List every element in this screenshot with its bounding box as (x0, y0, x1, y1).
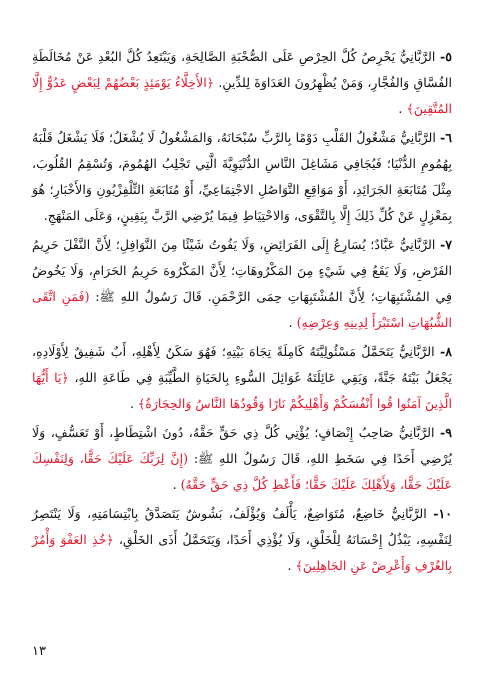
quran-quote: ﴿الأَخِلَّاءُ يَوْمَئِذٍ بَعْضُهُمْ لِبَعْضٍ عَدُوٌّ إِلَّا المُتَّقِينَ﴾ (32, 75, 452, 116)
paragraph-tail: . (129, 396, 138, 411)
paragraph-number: ٦- (440, 130, 452, 145)
paragraph-text: الرَّبَّانِيُّ خَاضِعٌ، مُتَوَاضِعٌ، يَأْلَفُ وَيُؤْلَفُ، بَشُوشٌ يَتَصَدَّقُ بِابْتِسَامَتِهِ، وَلَا يَنْتَصِرُ لِنَفْسِهِ، يَبْذُلُ إِحْسَانَهُ لِلْخَلْقِ، وَلَا يُؤْذِي أَحَدًا، وَيَتَحَمَّلُ أَذَى الخَلْقِ، (32, 506, 452, 547)
paragraph-tail: . (287, 558, 296, 573)
paragraph-tail: . (288, 315, 297, 330)
paragraph-tail: . (172, 477, 181, 492)
paragraph-number: ٥- (440, 49, 452, 64)
hadith-quote: (إِنَّ لِرَبِّكَ عَلَيْكَ حَقًّا، وَلِنَفْسِكَ عَلَيْكَ حَقًّا، وَلِأَهْلِكَ عَلَيْكَ حَقًّا؛ فَأَعْطِ كُلَّ ذِي حَقٍّ حَقَّهُ) (32, 451, 452, 492)
paragraph-text: الرَّبَّانِيُّ يَتَحَمَّلُ مَسْئُولِيَّتَهُ كَامِلَةً تِجَاهَ بَيْتِهِ؛ فَهُوَ سَكَنٌ لِأَهْلِهِ، أَبٌ شَفِيقٌ لِأَوْلَادِهِ، يَجْعَلُ بَيْتَهُ جَنَّةً، وَيَقِي عَائِلَتَهُ غَوَائِلَ السُّوءِ بِالحَيَاةِ الطَّيِّبَةِ فِي طَاعَةِ اللهِ، (32, 344, 452, 385)
paragraph-text: الرَّبَّانِيُّ يَحْرِصُ كُلَّ الحِرْصِ عَلَى الصُّحْبَةِ الصَّالِحَةِ، وَيَبْتَعِدُ كُلَّ البُعْدِ عَنْ مُخَالَطَةِ الفُسَّاقِ وَالفُجَّارِ، وَمَنْ يُظْهِرُونَ العَدَاوَةَ لِلدِّينِ. (32, 49, 452, 90)
paragraph-text: الرَّبَّانِيُّ صَاحِبُ إِنْصَافٍ؛ يُؤْتِي كُلَّ ذِي حَقٍّ حَقَّهُ، دُونَ اشْتِطَاطٍ، أَوْ تَعَسُّفٍ، وَلَا يُرْضِي أَحَدًا فِي سَخَطِ اللهِ، قَالَ رَسُولُ اللهِ ﷺ: (32, 425, 452, 466)
paragraph-number: ١٠- (433, 506, 452, 521)
paragraph-5 (32, 44, 452, 122)
quran-quote: ﴿خُذِ العَفْوَ وَأْمُرْ بِالعُرْفِ وَأَعْرِضْ عَنِ الجَاهِلِينَ﴾ (32, 532, 452, 573)
paragraph-6 (32, 125, 452, 229)
paragraph-10 (32, 501, 452, 579)
paragraph-7 (32, 232, 452, 336)
paragraph-number: ٩- (440, 425, 452, 440)
paragraph-number: ٧- (440, 237, 452, 252)
paragraph-9 (32, 420, 452, 498)
paragraph-text: الرَّبَّانِيُّ مَشْغُولُ القَلْبِ دَوْمًا بِالرَّبِّ سُبْحَانَهُ، وَالمَشْغُولُ لَا يُشْغَلُ؛ فَلَا يَشْغَلُ قَلْبَهُ بِهُمُومِ الدُّنْيَا؛ فَيُجَافِي مَشَاغِلَ النَّاسِ الدُّنْيَوِيَّةَ الَّتِي تَجْلِبُ الهُمُومَ، وَتُسْقِمُ القُلُوبَ، مِثْلَ مُتَابَعَةِ الجَرَائِدِ، أَوْ مَوَاقِعِ التَّوَاصُلِ الاجْتِمَاعِيِّ، أَوْ مُتَابَعَةِ التِّلْفِزْيُونِ وَالأَخْبَارِ؛ هُوَ بِمَعْزِلٍ عَنْ كُلِّ ذَلِكَ إِلَّا بِالتَّقْوَى، وَالاحْتِيَاطِ فِيمَا يُرْضِي الرَّبَّ بِيَقِينٍ، وَعَلَى المَنْهَجِ. (32, 130, 452, 223)
paragraph-tail: . (398, 101, 407, 116)
quran-quote: ﴿يَا أَيُّهَا الَّذِينَ آمَنُوا قُوا أَنْفُسَكُمْ وَأَهْلِيكُمْ نَارًا وَقُودُهَا النَّاسُ وَالحِجَارَةُ﴾ (32, 370, 452, 411)
document-body (32, 44, 452, 582)
hadith-quote: (فَمَنِ اتَّقَى الشُّبُهَاتِ اسْتَبْرَأَ لِدِينِهِ وَعِرْضِهِ) (32, 289, 452, 330)
paragraph-number: ٨- (439, 344, 452, 359)
paragraph-8 (32, 339, 452, 417)
paragraph-text: الرَّبَّانِيُّ عَبَّادٌ؛ يُسَارِعُ إِلَى الفَرَائِضِ، وَلَا يَفُوتُ شَيْئًا مِنَ النَّوَافِلِ؛ لِأَنَّ النَّفْلَ حَرِيمُ الفَرْضِ، وَلَا يَقَعُ فِي شَيْءٍ مِنَ المَكْرُوهَاتِ؛ لِأَنَّ المَكْرُوهَ حَرِيمُ الحَرَامِ، وَلَا يَخُوضُ فِي المُشْتَبِهَاتِ؛ لِأَنَّ المُشْتَبِهَاتِ حِمَى الرَّحْمَنِ. قَالَ رَسُولُ اللهِ ﷺ: (32, 237, 452, 304)
page-number: ١٣ (32, 644, 46, 659)
